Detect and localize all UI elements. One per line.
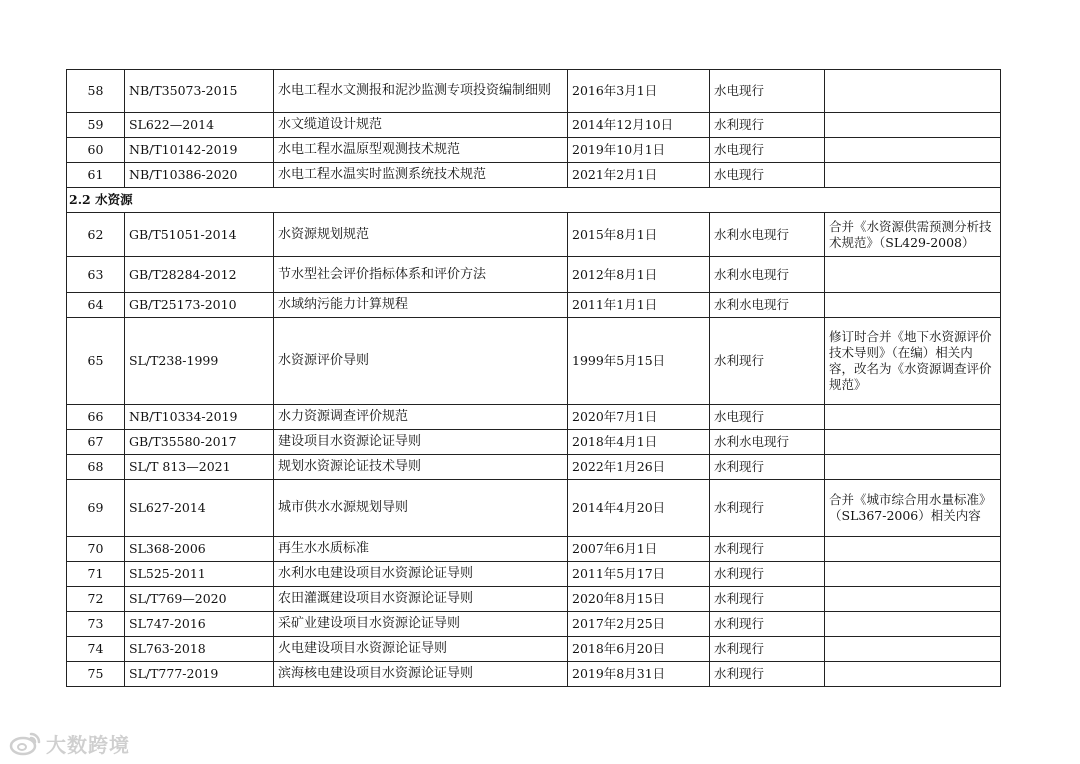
note (825, 537, 1001, 562)
row-number: 58 (67, 70, 125, 113)
note (825, 113, 1001, 138)
status: 水电现行 (710, 70, 825, 113)
note (825, 637, 1001, 662)
effective-date: 2017年2月25日 (568, 612, 710, 637)
standard-name: 水资源规划规范 (274, 213, 568, 257)
standard-code: SL763-2018 (125, 637, 274, 662)
effective-date: 2022年1月26日 (568, 455, 710, 480)
standard-name: 滨海核电建设项目水资源论证导则 (274, 662, 568, 687)
note: 合并《水资源供需预测分析技术规范》（SL429-2008） (825, 213, 1001, 257)
status: 水利现行 (710, 113, 825, 138)
effective-date: 2007年6月1日 (568, 537, 710, 562)
table-row (67, 405, 1001, 430)
row-number: 60 (67, 138, 125, 163)
table-row (67, 138, 1001, 163)
standard-name: 水力资源调查评价规范 (274, 405, 568, 430)
status: 水利现行 (710, 587, 825, 612)
standards-table (66, 69, 1001, 687)
standard-code: GB/T51051-2014 (125, 213, 274, 257)
standard-code: NB/T10386-2020 (125, 163, 274, 188)
effective-date: 2011年1月1日 (568, 293, 710, 318)
standard-name: 规划水资源论证技术导则 (274, 455, 568, 480)
effective-date: 1999年5月15日 (568, 318, 710, 405)
table-row (67, 430, 1001, 455)
note (825, 562, 1001, 587)
row-number: 75 (67, 662, 125, 687)
row-number: 64 (67, 293, 125, 318)
standard-name: 水域纳污能力计算规程 (274, 293, 568, 318)
table-row (67, 587, 1001, 612)
table-row (67, 455, 1001, 480)
note (825, 70, 1001, 113)
row-number: 59 (67, 113, 125, 138)
table-row (67, 163, 1001, 188)
status: 水利水电现行 (710, 213, 825, 257)
status: 水利水电现行 (710, 430, 825, 455)
standard-name: 水文缆道设计规范 (274, 113, 568, 138)
status: 水利水电现行 (710, 293, 825, 318)
effective-date: 2018年6月20日 (568, 637, 710, 662)
effective-date: 2012年8月1日 (568, 257, 710, 293)
status: 水利水电现行 (710, 257, 825, 293)
table-row (67, 537, 1001, 562)
standard-code: SL627-2014 (125, 480, 274, 537)
row-number: 69 (67, 480, 125, 537)
row-number: 67 (67, 430, 125, 455)
standard-code: GB/T35580-2017 (125, 430, 274, 455)
table-row (67, 70, 1001, 113)
standard-code: SL525-2011 (125, 562, 274, 587)
standard-name: 水电工程水文测报和泥沙监测专项投资编制细则 (274, 70, 568, 113)
note (825, 662, 1001, 687)
row-number: 73 (67, 612, 125, 637)
standard-code: GB/T28284-2012 (125, 257, 274, 293)
effective-date: 2018年4月1日 (568, 430, 710, 455)
effective-date: 2019年8月31日 (568, 662, 710, 687)
standard-code: SL622—2014 (125, 113, 274, 138)
note (825, 138, 1001, 163)
note: 修订时合并《地下水资源评价技术导则》（在编）相关内容，改名为《水资源调查评价规范》 (825, 318, 1001, 405)
standard-name: 节水型社会评价指标体系和评价方法 (274, 257, 568, 293)
standard-name: 采矿业建设项目水资源论证导则 (274, 612, 568, 637)
standard-name: 城市供水水源规划导则 (274, 480, 568, 537)
standard-name: 建设项目水资源论证导则 (274, 430, 568, 455)
status: 水电现行 (710, 138, 825, 163)
row-number: 62 (67, 213, 125, 257)
standard-name: 再生水水质标准 (274, 537, 568, 562)
effective-date: 2014年4月20日 (568, 480, 710, 537)
note: 合并《城市综合用水量标准》（SL367-2006）相关内容 (825, 480, 1001, 537)
effective-date: 2015年8月1日 (568, 213, 710, 257)
status: 水利现行 (710, 480, 825, 537)
standard-code: SL368-2006 (125, 537, 274, 562)
table-row (67, 612, 1001, 637)
table-row (67, 637, 1001, 662)
standard-name: 火电建设项目水资源论证导则 (274, 637, 568, 662)
standard-name: 农田灌溉建设项目水资源论证导则 (274, 587, 568, 612)
effective-date: 2014年12月10日 (568, 113, 710, 138)
standard-name: 水电工程水温原型观测技术规范 (274, 138, 568, 163)
effective-date: 2011年5月17日 (568, 562, 710, 587)
note (825, 163, 1001, 188)
watermark (8, 728, 130, 758)
note (825, 612, 1001, 637)
note (825, 430, 1001, 455)
standard-code: SL/T238-1999 (125, 318, 274, 405)
standard-code: SL747-2016 (125, 612, 274, 637)
row-number: 71 (67, 562, 125, 587)
note (825, 405, 1001, 430)
status: 水利现行 (710, 637, 825, 662)
row-number: 74 (67, 637, 125, 662)
effective-date: 2020年7月1日 (568, 405, 710, 430)
table-row (67, 257, 1001, 293)
note (825, 455, 1001, 480)
table-row (67, 113, 1001, 138)
effective-date: 2020年8月15日 (568, 587, 710, 612)
row-number: 66 (67, 405, 125, 430)
section-header (67, 188, 1001, 213)
status: 水利现行 (710, 455, 825, 480)
standard-code: SL/T 813—2021 (125, 455, 274, 480)
row-number: 68 (67, 455, 125, 480)
standard-code: GB/T25173-2010 (125, 293, 274, 318)
effective-date: 2019年10月1日 (568, 138, 710, 163)
standard-name: 水电工程水温实时监测系统技术规范 (274, 163, 568, 188)
status: 水利现行 (710, 562, 825, 587)
note (825, 293, 1001, 318)
standard-name: 水资源评价导则 (274, 318, 568, 405)
status: 水利现行 (710, 662, 825, 687)
row-number: 70 (67, 537, 125, 562)
standard-code: NB/T35073-2015 (125, 70, 274, 113)
status: 水利现行 (710, 318, 825, 405)
standard-code: NB/T10334-2019 (125, 405, 274, 430)
status: 水利现行 (710, 612, 825, 637)
status: 水利现行 (710, 537, 825, 562)
effective-date: 2016年3月1日 (568, 70, 710, 113)
weibo-logo-icon (8, 730, 42, 756)
table-row (67, 562, 1001, 587)
table-row (67, 318, 1001, 405)
row-number: 72 (67, 587, 125, 612)
row-number: 61 (67, 163, 125, 188)
note (825, 257, 1001, 293)
status: 水电现行 (710, 163, 825, 188)
status: 水电现行 (710, 405, 825, 430)
table-row (67, 293, 1001, 318)
standard-code: NB/T10142-2019 (125, 138, 274, 163)
effective-date: 2021年2月1日 (568, 163, 710, 188)
standard-code: SL/T777-2019 (125, 662, 274, 687)
row-number: 63 (67, 257, 125, 293)
table-row (67, 480, 1001, 537)
note (825, 587, 1001, 612)
table-row (67, 662, 1001, 687)
section-title: 2.2 水资源 (67, 188, 1001, 213)
standard-name: 水利水电建设项目水资源论证导则 (274, 562, 568, 587)
standard-code: SL/T769—2020 (125, 587, 274, 612)
row-number: 65 (67, 318, 125, 405)
watermark-text: 大数跨境 (46, 732, 130, 757)
table-row (67, 213, 1001, 257)
